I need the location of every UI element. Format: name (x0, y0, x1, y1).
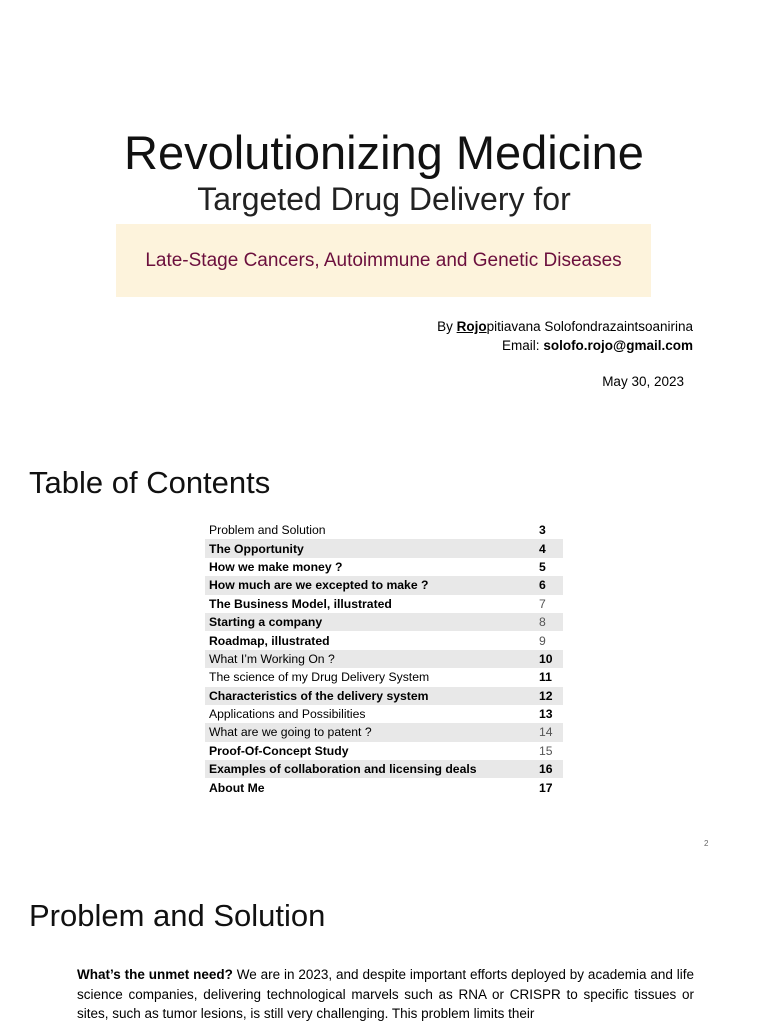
author-prefix: By (437, 319, 457, 334)
toc-item-title: Applications and Possibilities (209, 707, 366, 722)
toc-item-title: Examples of collaboration and licensing deals (209, 762, 477, 777)
email-label: Email: (502, 338, 544, 353)
toc-row (205, 595, 563, 613)
toc-item-title: About Me (209, 780, 265, 795)
document-date: May 30, 2023 (602, 374, 684, 389)
toc-item-title: What are we going to patent ? (209, 725, 372, 740)
toc-row (205, 742, 563, 760)
toc-item-page: 6 (539, 578, 546, 593)
toc-item-title: How much are we excepted to make ? (209, 578, 429, 593)
toc-item-title: How we make money ? (209, 559, 343, 574)
toc-item-title: The Opportunity (209, 541, 304, 556)
toc-item-page: 3 (539, 523, 546, 538)
paragraph-text: We are in 2023, and despite important efforts deployed by academia and life science companies, delivering technological marvels such as RNA or CRISPR to specific tissues or sites, such as tumor lesions, is still very challenging. This problem limits their (77, 967, 694, 1021)
author-line (437, 318, 693, 336)
section-heading-problem-solution: Problem and Solution (29, 898, 326, 933)
toc-row (205, 558, 563, 576)
toc-item-title: Starting a company (209, 615, 323, 630)
document-title: Revolutionizing Medicine (124, 126, 644, 179)
paragraph-lead: What’s the unmet need? (77, 967, 233, 982)
toc-item-page: 9 (539, 633, 546, 648)
toc-row (205, 576, 563, 594)
toc-row (205, 705, 563, 723)
toc-row (205, 613, 563, 631)
toc-item-page: 14 (539, 725, 553, 740)
document-subtitle: Targeted Drug Delivery for (197, 181, 571, 217)
toc-item-page: 12 (539, 688, 553, 703)
email-address: solofo.rojo@gmail.com (543, 338, 693, 353)
toc-row (205, 723, 563, 741)
toc-item-page: 16 (539, 762, 553, 777)
author-first-name: Rojo (456, 319, 487, 334)
toc-item-title: Problem and Solution (209, 523, 326, 538)
toc-row (205, 521, 563, 539)
toc-item-page: 7 (539, 596, 546, 611)
toc-item-page: 4 (539, 541, 546, 556)
toc-item-page: 11 (539, 670, 552, 685)
toc-row (205, 687, 563, 705)
toc-row (205, 631, 563, 649)
toc-item-title: What I’m Working On ? (209, 651, 335, 666)
toc-item-page: 15 (539, 743, 553, 758)
toc-item-page: 17 (539, 780, 553, 795)
toc-row (205, 668, 563, 686)
toc-item-page: 13 (539, 707, 553, 722)
toc-heading: Table of Contents (29, 465, 271, 500)
highlight-text: Late-Stage Cancers, Autoimmune and Genetic Diseases (145, 249, 622, 271)
toc-item-title: The science of my Drug Delivery System (209, 670, 430, 685)
toc-item-title: Roadmap, illustrated (209, 633, 330, 648)
section-paragraph (77, 965, 694, 1024)
page-number: 2 (704, 839, 709, 848)
toc-row (205, 650, 563, 668)
toc-table (205, 521, 563, 797)
toc-row (205, 539, 563, 557)
toc-item-title: Proof-Of-Concept Study (209, 743, 349, 758)
toc-item-title: Characteristics of the delivery system (209, 688, 429, 703)
toc-row (205, 760, 563, 778)
toc-item-title: The Business Model, illustrated (209, 596, 392, 611)
author-rest-name: pitiavana Solofondrazaintsoanirina (486, 319, 693, 334)
toc-row (205, 778, 563, 796)
email-line (502, 337, 693, 355)
toc-item-page: 8 (539, 615, 546, 630)
toc-item-page: 10 (539, 651, 553, 666)
toc-item-page: 5 (539, 559, 546, 574)
